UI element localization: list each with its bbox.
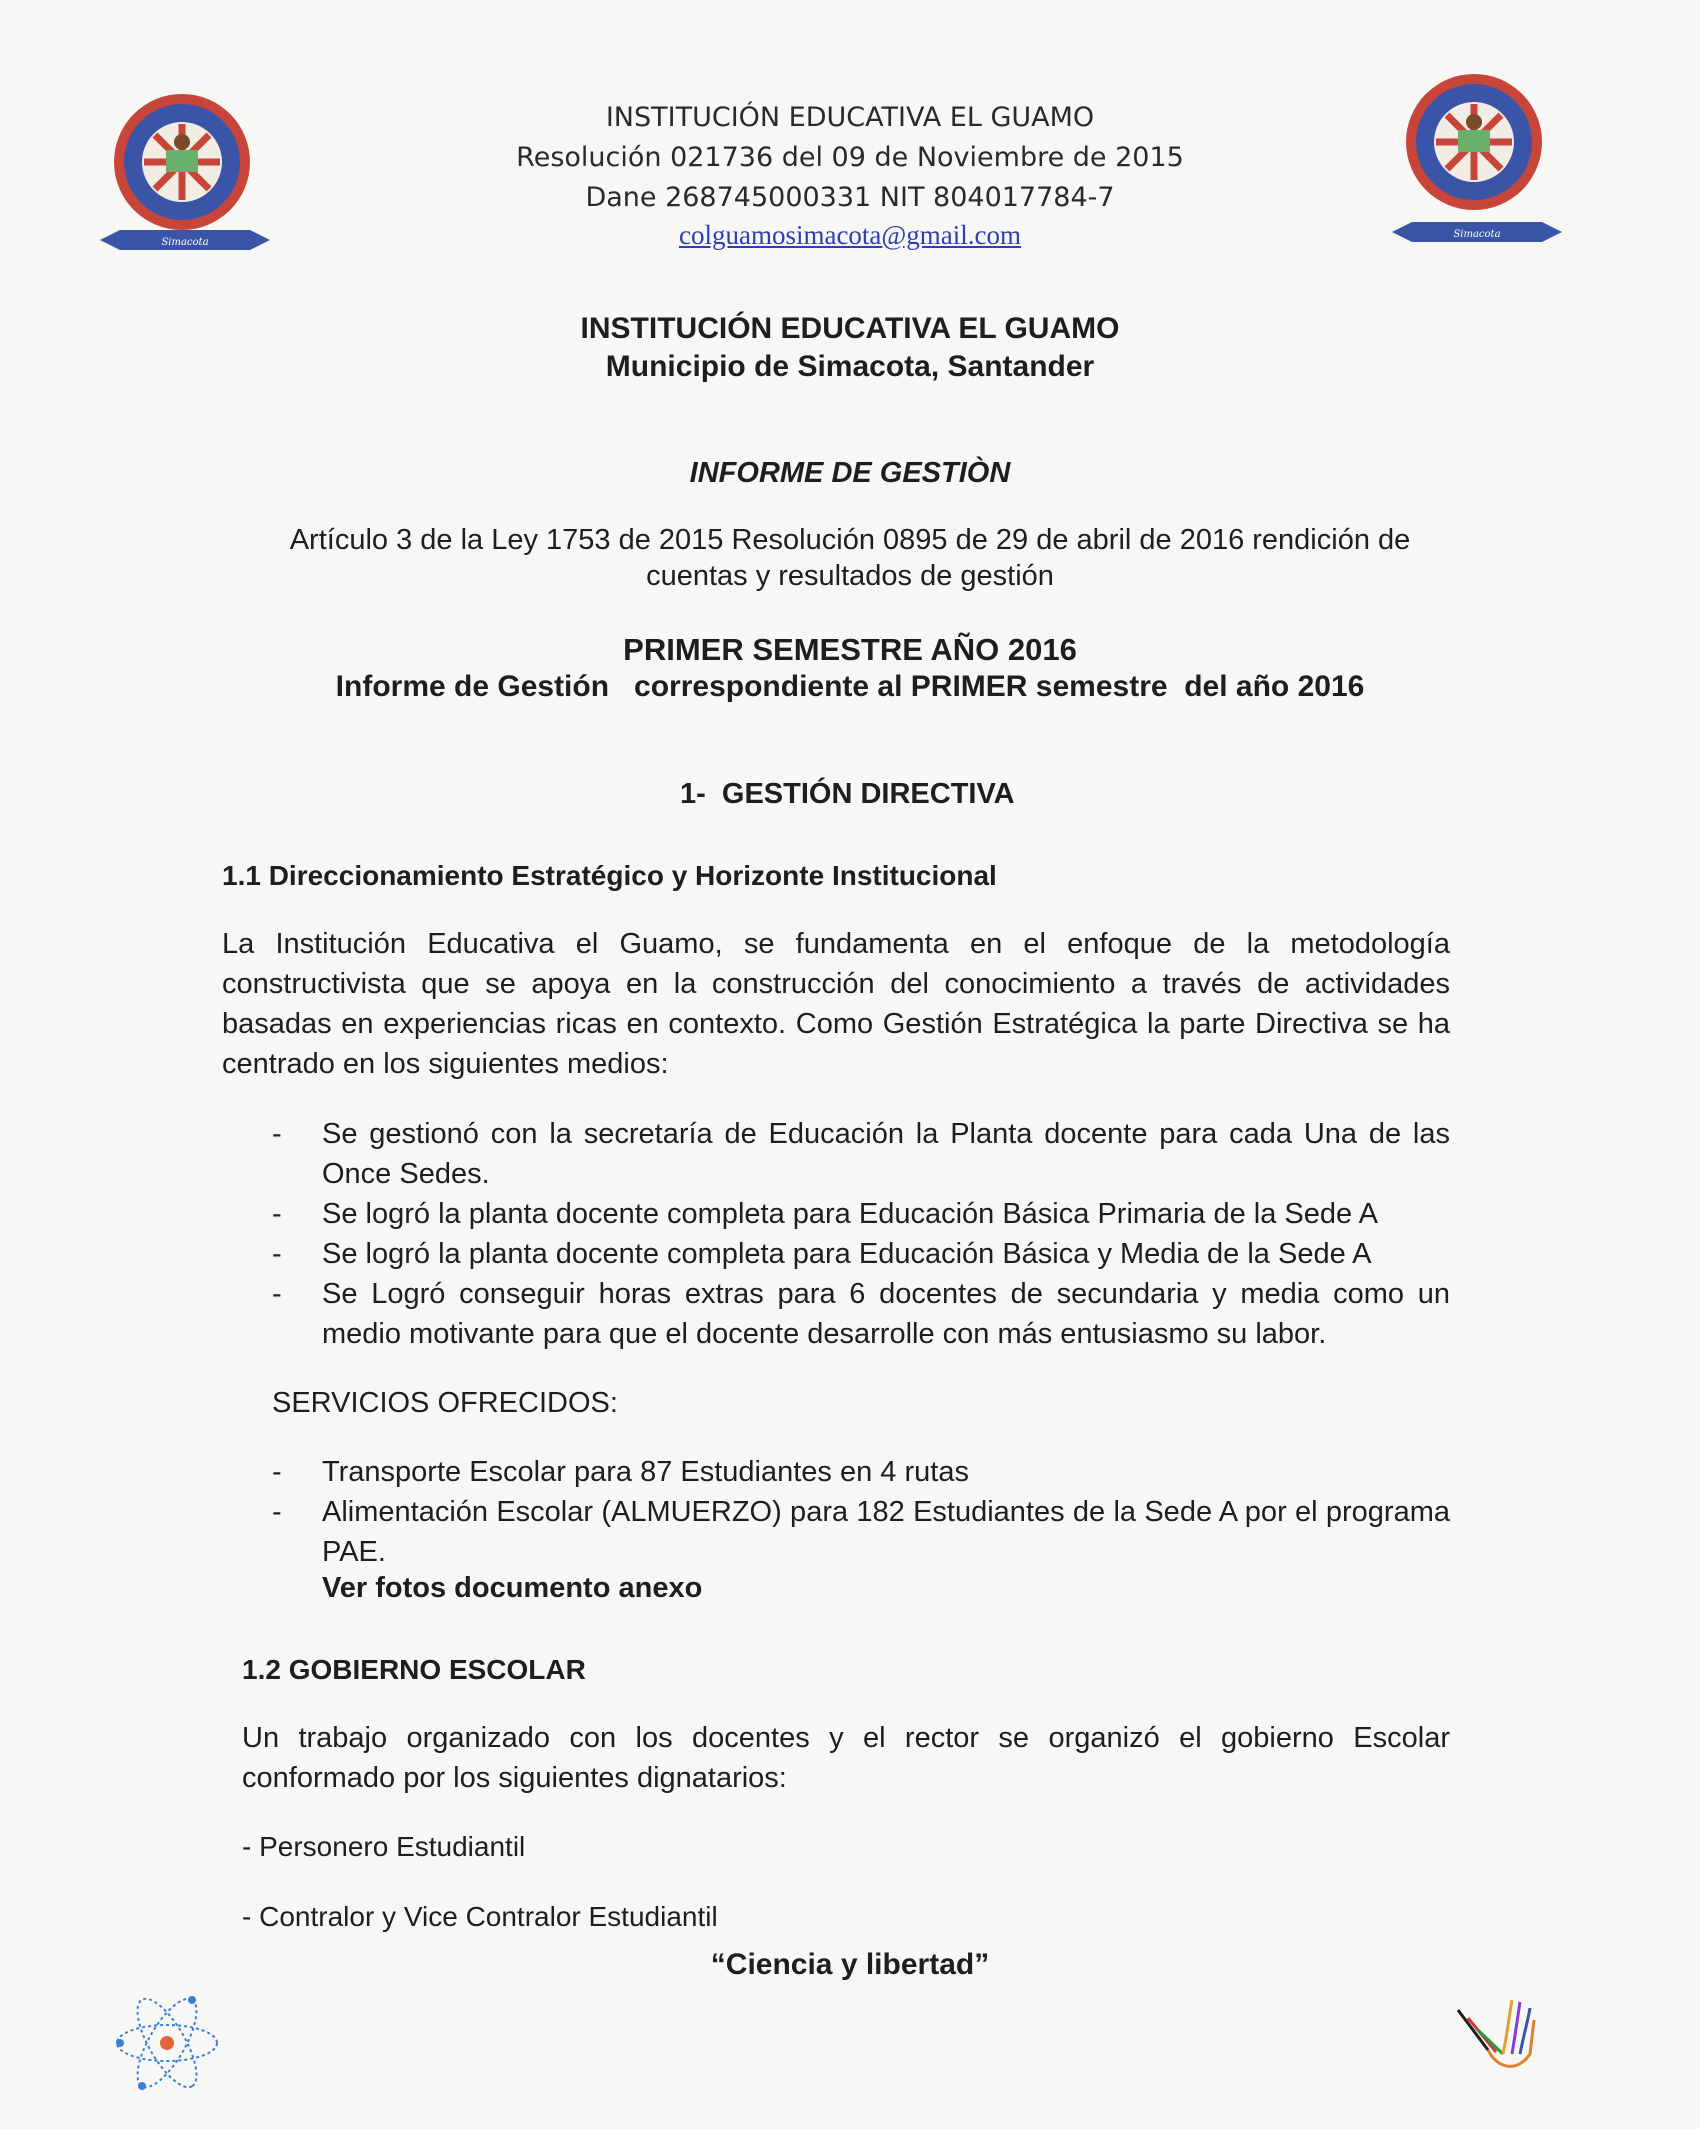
letterhead-email-link[interactable]: colguamosimacota@gmail.com bbox=[678, 220, 1022, 250]
legal-reference-line1: Artículo 3 de la Ley 1753 de 2015 Resolución 0895 de 29 de abril de 2016 rendición de bbox=[289, 524, 1411, 556]
subsection-direccionamiento: 1.1 Direccionamiento Estratégico y Horizonte Institucional bbox=[222, 860, 997, 891]
list-item: - Transporte Escolar para 87 Estudiantes en 4 rutas bbox=[272, 1456, 969, 1488]
legal-reference-line2: cuentas y resultados de gestión bbox=[646, 560, 1054, 592]
document-subtitle: Municipio de Simacota, Santander bbox=[605, 350, 1095, 383]
photos-note: Ver fotos documento anexo bbox=[322, 1572, 703, 1604]
section-gestion-directiva: 1- GESTIÓN DIRECTIVA bbox=[680, 778, 1015, 810]
atom-icon bbox=[112, 1988, 222, 2098]
direccionamiento-paragraph: La Institución Educativa el Guamo, se fundamenta en el enfoque de la metodología constructivista que se apoya en la construcción del conocimiento a través de actividades basadas en experiencias ricas en contexto. Como Gestión Estratégica la parte Directiva se ha centrado en los siguientes medios: bbox=[222, 928, 1450, 1080]
motto: “Ciencia y libertad” bbox=[710, 1948, 990, 1981]
list-item: - Se logró la planta docente completa para Educación Básica y Media de la Sede A bbox=[272, 1238, 1372, 1270]
list-item: - Alimentación Escolar (ALMUERZO) para 182 Estudiantes de la Sede A por el programa PAE. bbox=[272, 1496, 1450, 1568]
gestion-items-list bbox=[272, 1114, 1450, 1354]
letterhead-institution: INSTITUCIÓN EDUCATIVA EL GUAMO bbox=[605, 102, 1095, 133]
semester-title: PRIMER SEMESTRE AÑO 2016 bbox=[623, 632, 1077, 667]
services-label: SERVICIOS OFRECIDOS: bbox=[272, 1387, 618, 1419]
subsection-gobierno-escolar: 1.2 GOBIERNO ESCOLAR bbox=[242, 1654, 586, 1685]
gov-item-personero: - Personero Estudiantil bbox=[242, 1831, 526, 1862]
services-list bbox=[272, 1452, 1450, 1572]
list-item: - Se logró la planta docente completa para Educación Básica Primaria de la Sede A bbox=[272, 1198, 1378, 1230]
letterhead-resolution: Resolución 021736 del 09 de Noviembre de 2015 bbox=[516, 142, 1184, 173]
svg-text:Simacota: Simacota bbox=[161, 237, 209, 248]
list-item: - Se gestionó con la secretaría de Educación la Planta docente para cada Una de las Once Sedes. bbox=[272, 1118, 1450, 1190]
report-title: INFORME DE GESTIÒN bbox=[689, 457, 1011, 489]
svg-text:Simacota: Simacota bbox=[1453, 229, 1501, 240]
document-title: INSTITUCIÓN EDUCATIVA EL GUAMO bbox=[580, 312, 1120, 345]
semester-subtitle: Informe de Gestión correspondiente al PRIMER semestre del año 2016 bbox=[335, 670, 1365, 703]
hand-icon bbox=[1448, 1990, 1548, 2080]
gobierno-paragraph: Un trabajo organizado con los docentes y el rector se organizó el gobierno Escolar conformado por los siguientes dignatarios: bbox=[242, 1722, 1450, 1794]
list-item: - Se Logró conseguir horas extras para 6 docentes de secundaria y media como un medio motivante para que el docente desarrolle con más entusiasmo su labor. bbox=[272, 1278, 1450, 1350]
gov-item-contralor: - Contralor y Vice Contralor Estudiantil bbox=[242, 1901, 718, 1932]
letterhead-dane-nit: Dane 268745000331 NIT 804017784-7 bbox=[585, 182, 1115, 213]
